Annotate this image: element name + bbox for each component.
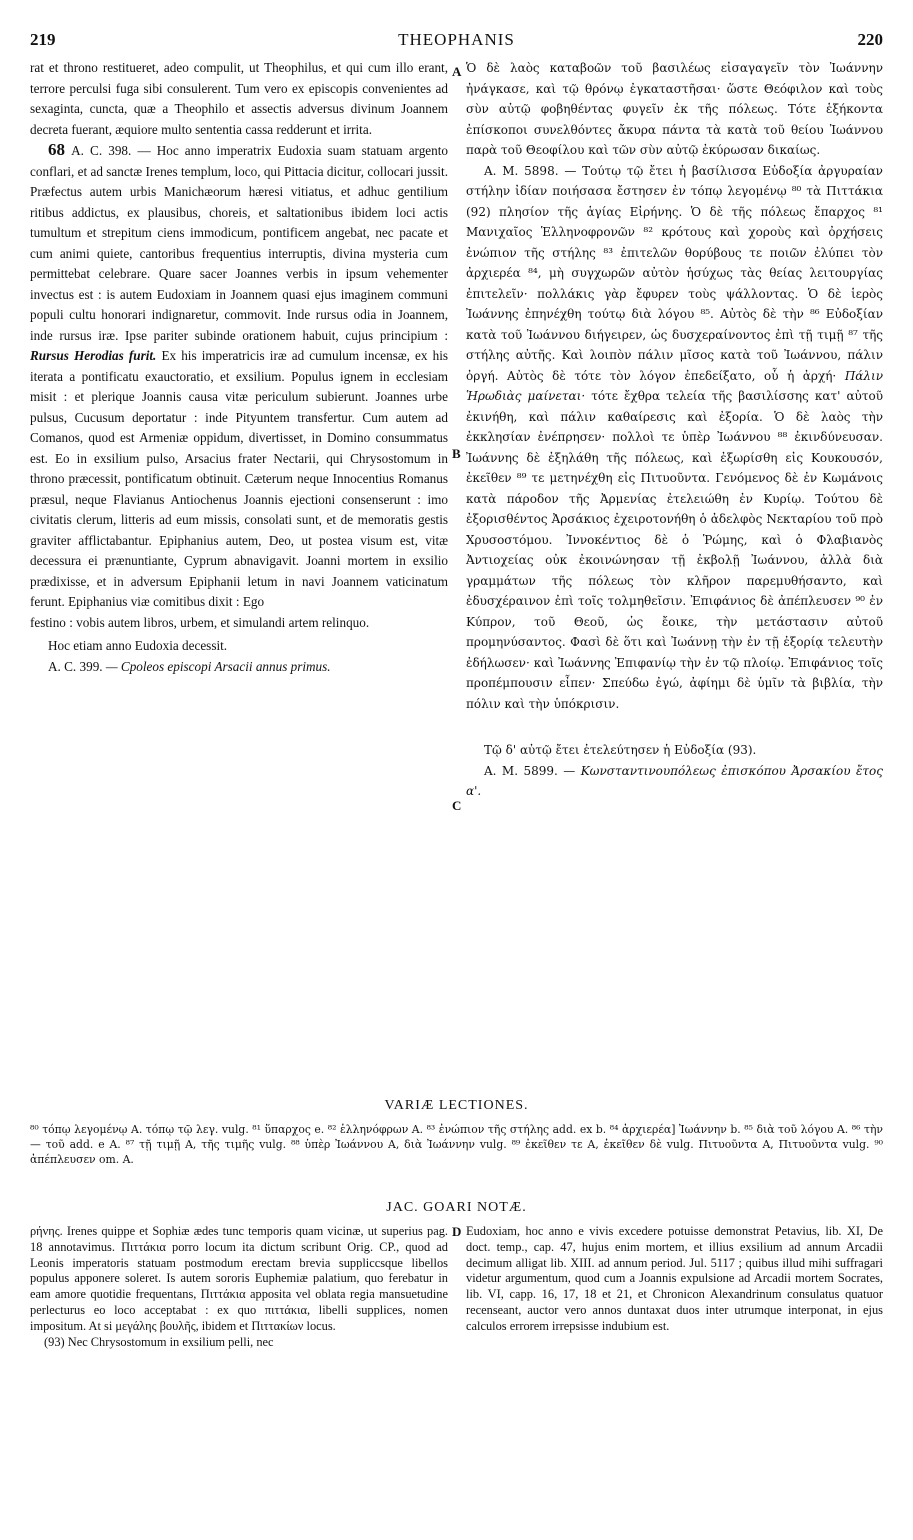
greek-eudoxia: Τῷ δ' αὐτῷ ἔτει ἐτελεύτησεν ἡ Εὐδοξία (93). <box>484 743 757 757</box>
latin-ac399 <box>30 657 448 678</box>
variae-heading: VARIÆ LECTIONES. <box>384 1098 529 1113</box>
greek-para-2b: τότε ἔχθρα τελεία τῆς βασιλίσσης κατ' αὐτοῦ ἐκινήθη, καὶ πάλιν καθαίρεσις καὶ ἐξορία. Ὁ δὲ λαὸς τὴν ἐκκλησίαν ἐνέπρησεν· πολλοὶ τε ὑπὲρ Ἰωάννου ⁸⁸ ἐκινδύνευσαν. Ἰωάννης δὲ ἐξηλάθη τῆς πόλεως, καὶ ἐξωρίσθη εἰς Κουκουσόν, ἐκεῖθεν ⁸⁹ τε μετηνέχθη εἰς Πιτυοῦντα. Γενόμενος δὲ ἐν Κωμάνοις κατὰ πάροδον τῆς Ἀρμενίας ἐτελειώθη ἐν Κυρίῳ. Τούτου δὲ ἐξορισθέντος Ἀρσάκιος ἐχειροτονήθη ὁ ἀδελφὸς Νεκταρίου τοῦ πρὸ Χρυσοστόμου. Ἰννοκέντιος δὲ ὁ Ῥώμης, καὶ ὁ Φλαβιανὸς Ἀντιοχείας οὐκ ἐκοινώνησαν τῇ ἐκβολῇ Ἰωάννου, ἀλλὰ διὰ γραμμάτων τῆς πόλεως τὸν κλῆρον παρεμυθήσαντο, καὶ ἐδυσχέραινον ἐπὶ τοῖς τολμηθεῖσιν. Ἐπιφάνιος δὲ ἀπέπλευσεν ⁹⁰ ἐν Κύπρον, τοῦ Θεοῦ, ὡς ἔοικε, τὴν μετάστασιν αὐτοῦ προμηνύσαντος. Φασὶ δὲ ὅτι καὶ Ἰωάννῃ τὴν ἐν τῇ ἐξορίᾳ τελευτὴν ἐδήλωσεν· καὶ Ἰωάννης Ἐπιφανίῳ τὴν ἐν τῷ πλοίῳ. Ἐπιφάνιος τοῖς προπέμπουσιν εἶπεν· Σπεύδω ἐγώ, ἀφίημι δὲ ὑμῖν τὰ βιβλία, τὴν πόλιν καὶ τὴν ὑπόκρισιν. <box>466 389 883 711</box>
page-number-right: 220 <box>857 30 883 49</box>
page <box>30 30 883 1349</box>
notes-right-column <box>466 1224 883 1335</box>
running-title: THEOPHANIS <box>398 30 515 49</box>
notes-heading: JAC. GOARI NOTÆ. <box>386 1200 527 1215</box>
greek-quote: Πάλιν Ἡρωδιὰς μαίνεται· <box>466 368 883 403</box>
notes-left-column <box>30 1224 448 1350</box>
margin-letter-c: C <box>452 798 462 813</box>
latin-para-1: rat et throno restitueret, adeo compulit, ut Theophilus, et qui cum illo erant, terrore perculsi fuga sibi consulerent. Tum vero ex episcopis convenientes ad sexaginta, cuncta, quæ a Theophilo et assectis adversus divinum Joannem decreta fuerant, æquiore multo sententia cassa redderunt et irrita. <box>30 60 448 137</box>
latin-para-2 <box>30 140 448 613</box>
greek-am5899 <box>466 761 883 802</box>
latin-para-2-text: — Hoc anno imperatrix Eudoxia suam statuam argento conflari, et ad sanctæ Irenes templum, loco, qui Pittacia dicitur, collocari jussit. Præfectus autem urbis Manichæorum hæresi vitiatus, et adhuc gentilium ritibus addictus, ex plausibus, choreis, et saltationibus ibidem loci actis tumultum et strepitum ciens immodicum, pontificem angebat, nec pacate et cum animi quiete, cantoribus frequentius interruptis, divina mysteria cum permittebat celebrare. Quare sacer Joannes verbis in ipsum vehementer invectus est : is autem Eudoxiam in Joannem quasi ejus imaginem communi populi cultu honorari indignaretur, commovit. Inde rursus odia in Joannem, inde rursus iræ. Ipse pariter subinde orationem habuit, cujus principium : <box>30 143 449 343</box>
latin-para-2b: Ex his imperatricis iræ ad cumulum incensæ, ex his iterata a pontificatu exauctoratio, et exsilium. Populus ignem in ecclesiam misit : et plerique Joannis causa vitæ periculum subierunt. Joannes urbe pulsus, Cucusum deportatur : inde Pityuntem transfertur. Cum autem ad Comanos, quod est Armeniæ oppidum, divertisset, in Domino consummatus est. Eo in exsilium pulso, Arsacius frater Nectarii, qui Chrysostomum in throno præcessit, pontificatum obtinuit. Cæterum neque Innocentius Romanus præsul, neque Flavianus Antiochenus Joannis ejectioni consenserunt : imo civitatis clerum, litteris ad eum missis, consolati sunt, et de memoratis gestis graviter afflictabantur. Epiphanius autem, Deo, ut postea visum est, vitæ decessura ei prænuntiante, Cyprum abnavigavit. Joanni mortem in exsilio prædixisse, et in adversum Epiphanii letum in navi Joannem vaticinatum ferunt. Epiphanius viæ comitibus dixit : Ego <box>30 348 448 609</box>
variae-text: ⁸⁰ τόπῳ λεγομένῳ A. τόπῳ τῷ λεγ. vulg. ⁸¹ ὕπαρχος e. ⁸² ἑλληνόφρων A. ⁸³ ἐνώπιον τῆς στήλης add. ex b. ⁸⁴ ἀρχιερέα] Ἰωάννην b. ⁸⁵ διὰ τοῦ λόγου A. ⁸⁶ τὴν — τοῦ add. e A. ⁸⁷ τῇ τιμῇ A, τῆς τιμῆς vulg. ⁸⁸ ὑπὲρ Ἰωάννου A, διὰ Ἰωάννην vulg. ⁸⁹ ἐκεῖθεν τε A, ἐκεῖθεν δὲ vulg. Πιτυοῦντα A, Πιτυοῦντα vulg. ⁹⁰ ἀπέπλευσεν om. A. <box>30 1123 883 1166</box>
margin-letter-d: D <box>452 1224 462 1239</box>
greek-para-1: Ὁ δὲ λαὸς καταβοῶν τοῦ βασιλέως εἰσαγαγεῖν τὸν Ἰωάννην ἠνάγκασε, καὶ τῷ θρόνῳ ἐγκαταστῆσαι· ὥστε Θεόφιλον καὶ τοὺς σὺν αὐτῷ φοβηθέντας φυγεῖν ἐκ τῆς πόλεως. Τότε ἑξήκοντα ἐπίσκοποι συνελθόντες ἄκυρα πάντα τὰ κατὰ τοῦ θείου Ἰωάννου παρὰ τοῦ Θεοφίλου καὶ τῶν σὺν αὐτῷ ἐκύρωσαν δικαίως. <box>466 61 883 157</box>
greek-para-2-text: — Τούτῳ τῷ ἔτει ἡ βασίλισσα Εὐδοξία ἀργυραίαν στήλην ἰδίαν ποιήσασα ἔστησεν ἐν τόπῳ λεγομένῳ ⁸⁰ τὰ Πιττάκια (92) πλησίον τῆς ἁγίας Εἰρήνης. Ὁ δὲ τῆς πόλεως ἔπαρχος ⁸¹ Μανιχαῖος Ἑλληνοφρονῶν ⁸² κρότους καὶ χοροὺς καὶ ὀρχήσεις ἐνώπιον τῆς στήλης ⁸³ ἐπιτελῶν θορύβους τε ποιῶν ἐλύπει τὸν ἀρχιερέα ⁸⁴, μὴ συγχωρῶν αὐτὸν ἡσύχως τὰς θείας λειτουργίας ἐπιτελεῖν· πολλάκις γὰρ ἔφυρεν τοὺς ψάλλοντας. Ὁ δὲ ἱερὸς Ἰωάννης ἐπηνέχθη τούτῳ διὰ λόγου ⁸⁵. Αὐτὸς δὲ τὴν ⁸⁶ Εὐδοξίαν κατὰ τοῦ Ἰωάννου διήγειρεν, ὡς δυσχεραίνοντος ἐπὶ τῇ τιμῇ ⁸⁷ τῆς στήλης αὐτῆς. Καὶ λοιπὸν πάλιν μῖσος κατὰ τοῦ Ἰωάννου, πάλιν ὀργή. Αὐτὸς δὲ τότε τὸν λόγον ἐπεδείξατο, οὗ ἡ ἀρχή· <box>466 163 883 383</box>
margin-letter-a: A <box>452 64 462 79</box>
latin-column <box>30 58 448 677</box>
greek-am5899-lead: Α. Μ. 5899. <box>484 763 558 778</box>
greek-am5899-text: — Κωνσταντινουπόλεως ἐπισκόπου Ἀρσακίου ἔτος α'. <box>466 763 883 798</box>
notes-left-text: ρήνης. Irenes quippe et Sophiæ ædes tunc temporis quam vicinæ, ut superius pag. 18 annotavimus. Πιττάκια porro locum ita dictum scribunt Orig. CP., quod ad Leonis imperatoris statuam postmodum erectam brevia suppliccsque libellos populus apponere soleret. Is autem sororis Euphemiæ palatium, quo ferebatur in eam amore quotidie frequentans, Πιττάκια apposita vel oblata regia mansuetudine perlecturus eo loco acceptabat : ex quo πιττάκια, libelli supplices, nomen impositum. At si μεγάλης βουλῆς, ibidem et Πιττακίων locus. <box>30 1224 448 1333</box>
notes-right-text: Eudoxiam, hoc anno e vivis excedere potuisse demonstrat Petavius, lib. XI, De doct. temp., cap. 47, hujus enim mortem, et illius exsilium ad annum Arcadii decimum alligat lib. XIII. ad annum period. Jul. 5117 ; quibus illud mihi suffragari videtur argumentum, quod cum a Joannis expulsione ad Arcadii mortem Socrates, lib. VI, capp. 16, 17, 18 et 21, et Chronicon Alexandrinum consulatus quatuor recenseant, auctor vero annos duntaxat duos inter utrumque interponat, in ejus calculos errorem irrepsisse indubium est. <box>466 1224 883 1333</box>
running-header <box>30 30 883 54</box>
notes-left-last: (93) Nec Chrysostomum in exsilium pelli, nec <box>44 1334 274 1349</box>
greek-column <box>466 58 883 802</box>
greek-year-lead: Α. Μ. 5898. <box>484 163 559 178</box>
page-number-left: 219 <box>30 30 56 49</box>
latin-ac399-text: — Cpoleos episcopi Arsacii annus primus. <box>105 658 331 674</box>
margin-letter-b: B <box>452 446 461 461</box>
notes-columns <box>30 1224 883 1534</box>
latin-eudoxia: Hoc etiam anno Eudoxia decessit. <box>48 638 228 653</box>
greek-para-2 <box>466 161 883 715</box>
latin-year-lead: A. C. 398. <box>71 143 132 158</box>
latin-quote: Rursus Herodias furit. <box>30 348 157 363</box>
latin-ac399-lead: A. C. 399. <box>48 658 103 674</box>
latin-para-festino: festino : vobis autem libros, urbem, et simulandi artem relinquo. <box>30 614 370 630</box>
section-number: 68 <box>48 140 65 159</box>
